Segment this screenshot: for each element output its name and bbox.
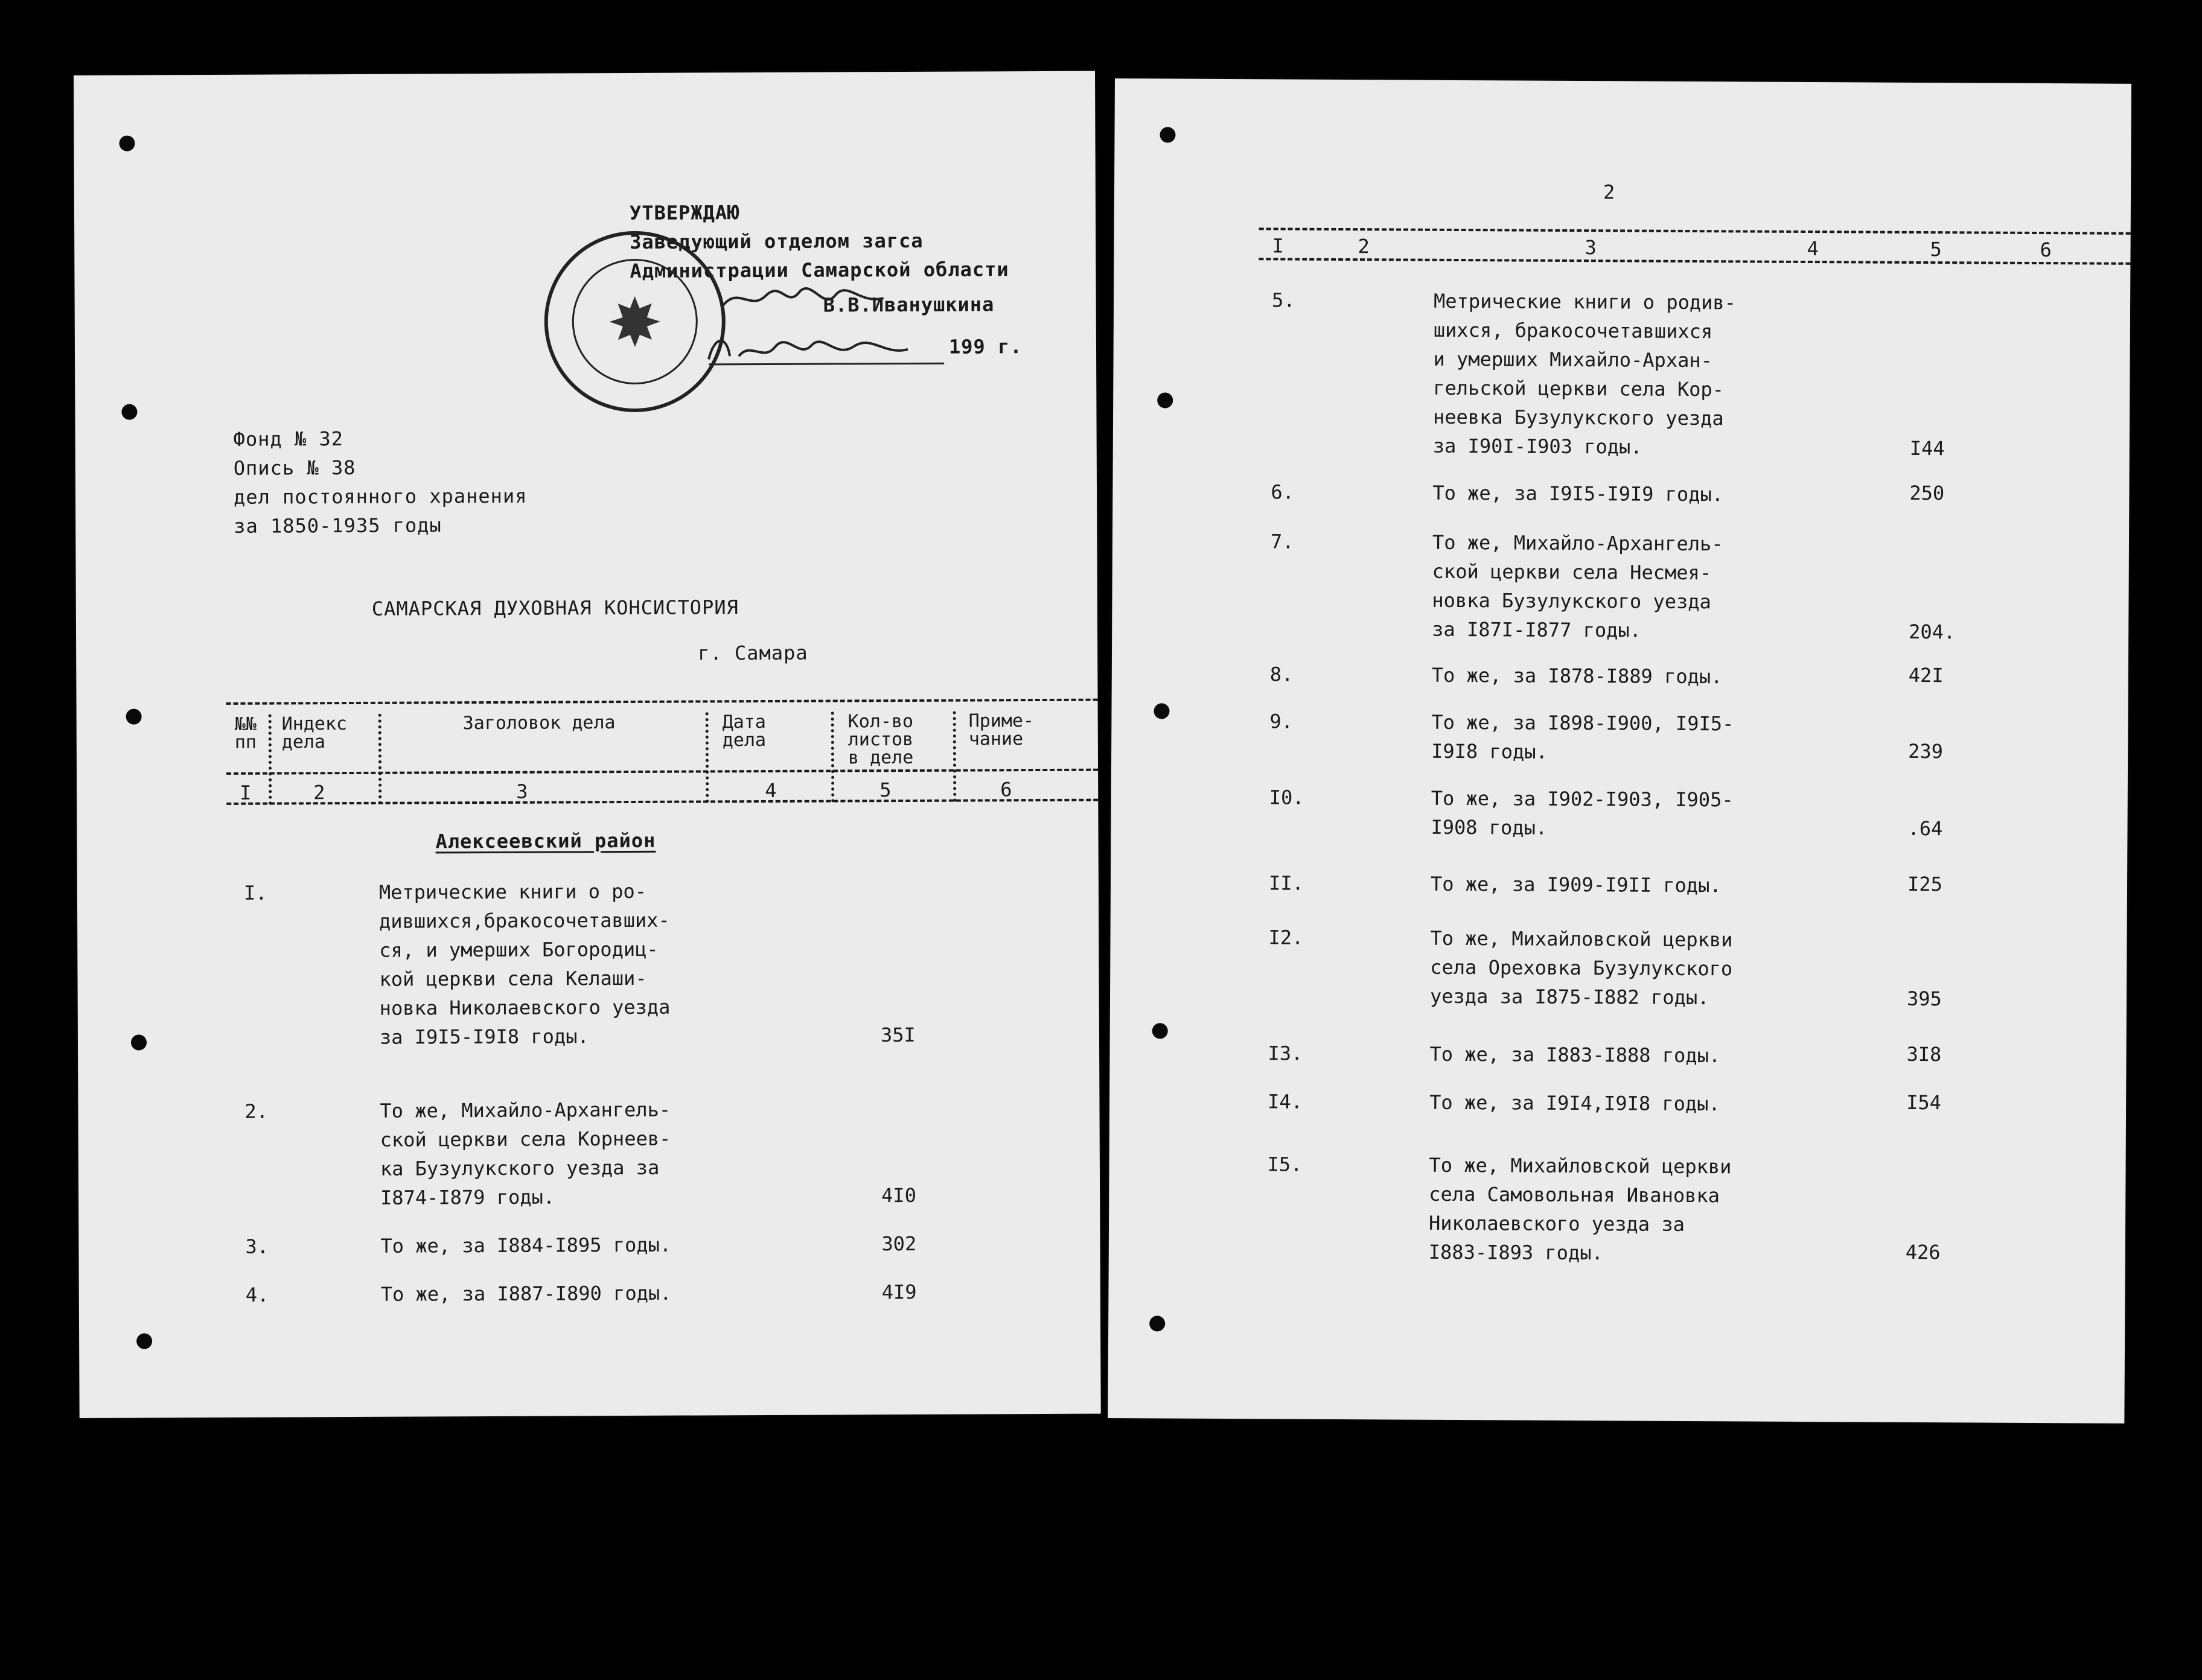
entry-title: То же, Михайловской церкви села Самовольная Ивановка Николаевского уезда за I883-I893 годы. bbox=[1428, 1153, 1732, 1265]
table-rule-top bbox=[226, 699, 1098, 705]
entry-number: I4. bbox=[1268, 1090, 1303, 1113]
approval-title: УТВЕРЖДАЮ bbox=[629, 201, 740, 224]
column-divider bbox=[831, 712, 835, 803]
entry-number: 8. bbox=[1269, 663, 1294, 686]
entry-title: Метрические книги о ро- дившихся,бракосочетавших- ся, и умерших Богородиц- кой церкви села Келаши- новка Николаевского уезда за I9I5-I9I8 годы. bbox=[378, 879, 671, 1049]
punch-hole bbox=[1149, 1316, 1165, 1331]
entry-sheet-count: 4I9 bbox=[881, 1280, 917, 1304]
entry-number: I5. bbox=[1267, 1153, 1303, 1176]
entry-sheet-count: 35I bbox=[880, 1023, 916, 1047]
approval-line1: Заведующий отделом загса bbox=[630, 229, 924, 253]
entry-sheet-count: 250 bbox=[1909, 481, 1945, 505]
entry-title: То же, за I883-I888 годы. bbox=[1429, 1042, 1721, 1068]
document-page-left bbox=[74, 71, 1101, 1418]
punch-hole bbox=[121, 404, 137, 420]
entry-number: 9. bbox=[1269, 710, 1294, 733]
entry-sheet-count: 426 bbox=[1905, 1240, 1941, 1264]
table-rule-bottom bbox=[226, 799, 1098, 805]
punch-hole bbox=[131, 1034, 147, 1050]
entry-title: То же, Михайловской церкви села Ореховка Бузулукского уезда за I875-I882 годы. bbox=[1429, 926, 1733, 1010]
deal-type: дел постоянного хранения bbox=[233, 484, 528, 509]
entry-title: То же, за I902-I903, I905- I908 годы. bbox=[1431, 786, 1734, 839]
punch-hole bbox=[1152, 1023, 1168, 1039]
signature bbox=[720, 280, 889, 317]
header-col-title: Заголовок дела bbox=[462, 712, 616, 734]
column-number: I bbox=[240, 781, 252, 804]
entry-sheet-count: I44 bbox=[1909, 436, 1945, 460]
entry-number: 4. bbox=[245, 1283, 269, 1306]
header-col-index: Индекс дела bbox=[281, 713, 348, 753]
entry-title: То же, за I9I4,I9I8 годы. bbox=[1429, 1090, 1720, 1116]
organization-name: САМАРСКАЯ ДУХОВНАЯ КОНСИСТОРИЯ bbox=[371, 596, 739, 620]
column-number: 6 bbox=[2040, 238, 2052, 262]
entry-number: 7. bbox=[1270, 530, 1294, 553]
approval-signer: В.В.Иванушкина bbox=[823, 293, 995, 317]
page-number: 2 bbox=[1603, 180, 1616, 204]
entry-title: То же, за I9I5-I9I9 годы. bbox=[1432, 481, 1724, 506]
entry-number: 6. bbox=[1271, 480, 1295, 504]
entry-sheet-count: .64 bbox=[1907, 816, 1943, 841]
entry-sheet-count: I25 bbox=[1907, 872, 1942, 896]
entry-title: То же, за I887-I890 годы. bbox=[380, 1281, 672, 1306]
approval-line2: Администрации Самарской области bbox=[630, 258, 1009, 282]
entry-sheet-count: 204. bbox=[1909, 620, 1956, 644]
approval-year: 199 г. bbox=[948, 335, 1023, 358]
header-col-number: №№ пп bbox=[234, 713, 257, 753]
column-number: 4 bbox=[1807, 237, 1819, 261]
column-number: 5 bbox=[1930, 238, 1942, 261]
column-divider bbox=[269, 714, 272, 805]
punch-hole bbox=[136, 1333, 152, 1349]
column-number: 3 bbox=[516, 780, 528, 803]
column-number: 2 bbox=[1358, 235, 1370, 258]
entry-number: I0. bbox=[1269, 786, 1304, 809]
column-number: 6 bbox=[1000, 778, 1012, 801]
column-number: 3 bbox=[1584, 236, 1597, 259]
column-divider bbox=[953, 711, 957, 802]
punch-hole bbox=[1160, 127, 1175, 142]
entry-number: I2. bbox=[1268, 926, 1304, 949]
column-number: 4 bbox=[765, 778, 777, 803]
entry-number: I. bbox=[243, 881, 267, 905]
header-col-note: Приме- чание bbox=[968, 710, 1035, 750]
entry-number: 2. bbox=[244, 1099, 269, 1123]
column-number: 2 bbox=[313, 781, 325, 804]
entry-sheet-count: 4I0 bbox=[881, 1183, 916, 1208]
entry-number: II. bbox=[1268, 871, 1304, 895]
city: г. Самара bbox=[698, 641, 808, 665]
entry-title: То же, Михайло-Архангель- ской церкви села Корнеев- ка Бузулукского уезда за I874-I879 годы. bbox=[380, 1098, 671, 1209]
entry-title: То же, Михайло-Архангель- ской церкви села Несмея- новка Бузулукского уезда за I87I-I877 годы. bbox=[1432, 530, 1723, 642]
entry-number: 3. bbox=[245, 1235, 269, 1258]
entry-title: То же, за I878-I889 годы. bbox=[1431, 663, 1723, 689]
punch-hole bbox=[1154, 703, 1169, 719]
punch-hole bbox=[1157, 392, 1173, 408]
entry-title: То же, за I898-I900, I9I5- I9I8 годы. bbox=[1431, 710, 1734, 763]
entry-title: То же, за I909-I9II годы. bbox=[1430, 872, 1722, 897]
table-rule-middle bbox=[226, 769, 1098, 775]
entry-sheet-count: 395 bbox=[1906, 987, 1942, 1011]
column-divider bbox=[706, 712, 709, 803]
entry-title: Метрические книги о родив- шихся, бракосочетавшихся и умерших Михайло-Архан- гельской церкви села Кор- неевка Бузулукского уезда за I90I-I903 годы. bbox=[1432, 289, 1737, 459]
entry-number: 5. bbox=[1271, 288, 1295, 312]
table-rule-bottom bbox=[1259, 258, 2130, 265]
entry-title: То же, за I884-I895 годы. bbox=[380, 1233, 672, 1258]
punch-hole bbox=[119, 136, 135, 151]
entry-sheet-count: 42I bbox=[1908, 663, 1944, 687]
entry-sheet-count: I54 bbox=[1906, 1090, 1942, 1115]
column-divider bbox=[378, 714, 382, 804]
fond-years: за 1850-1935 годы bbox=[234, 514, 442, 538]
table-rule-top bbox=[1259, 228, 2131, 235]
entry-sheet-count: 3I8 bbox=[1906, 1042, 1942, 1066]
header-col-sheets: Кол-во листов в деле bbox=[847, 710, 914, 769]
punch-hole bbox=[126, 709, 142, 725]
column-number: 5 bbox=[879, 778, 892, 802]
opis-number: Опись № 38 bbox=[233, 456, 356, 480]
district-heading: Алексеевский район bbox=[435, 829, 656, 853]
fond-number: Фонд № 32 bbox=[233, 427, 344, 451]
document-page-right bbox=[1108, 78, 2131, 1424]
official-seal bbox=[544, 231, 726, 412]
eagle-emblem-icon bbox=[604, 290, 666, 353]
column-number: I bbox=[1272, 234, 1284, 258]
header-col-date: Дата дела bbox=[722, 711, 767, 751]
handwritten-date bbox=[703, 328, 920, 372]
entry-number: I3. bbox=[1268, 1042, 1303, 1065]
entry-sheet-count: 239 bbox=[1908, 739, 1944, 763]
entry-sheet-count: 302 bbox=[881, 1232, 917, 1256]
